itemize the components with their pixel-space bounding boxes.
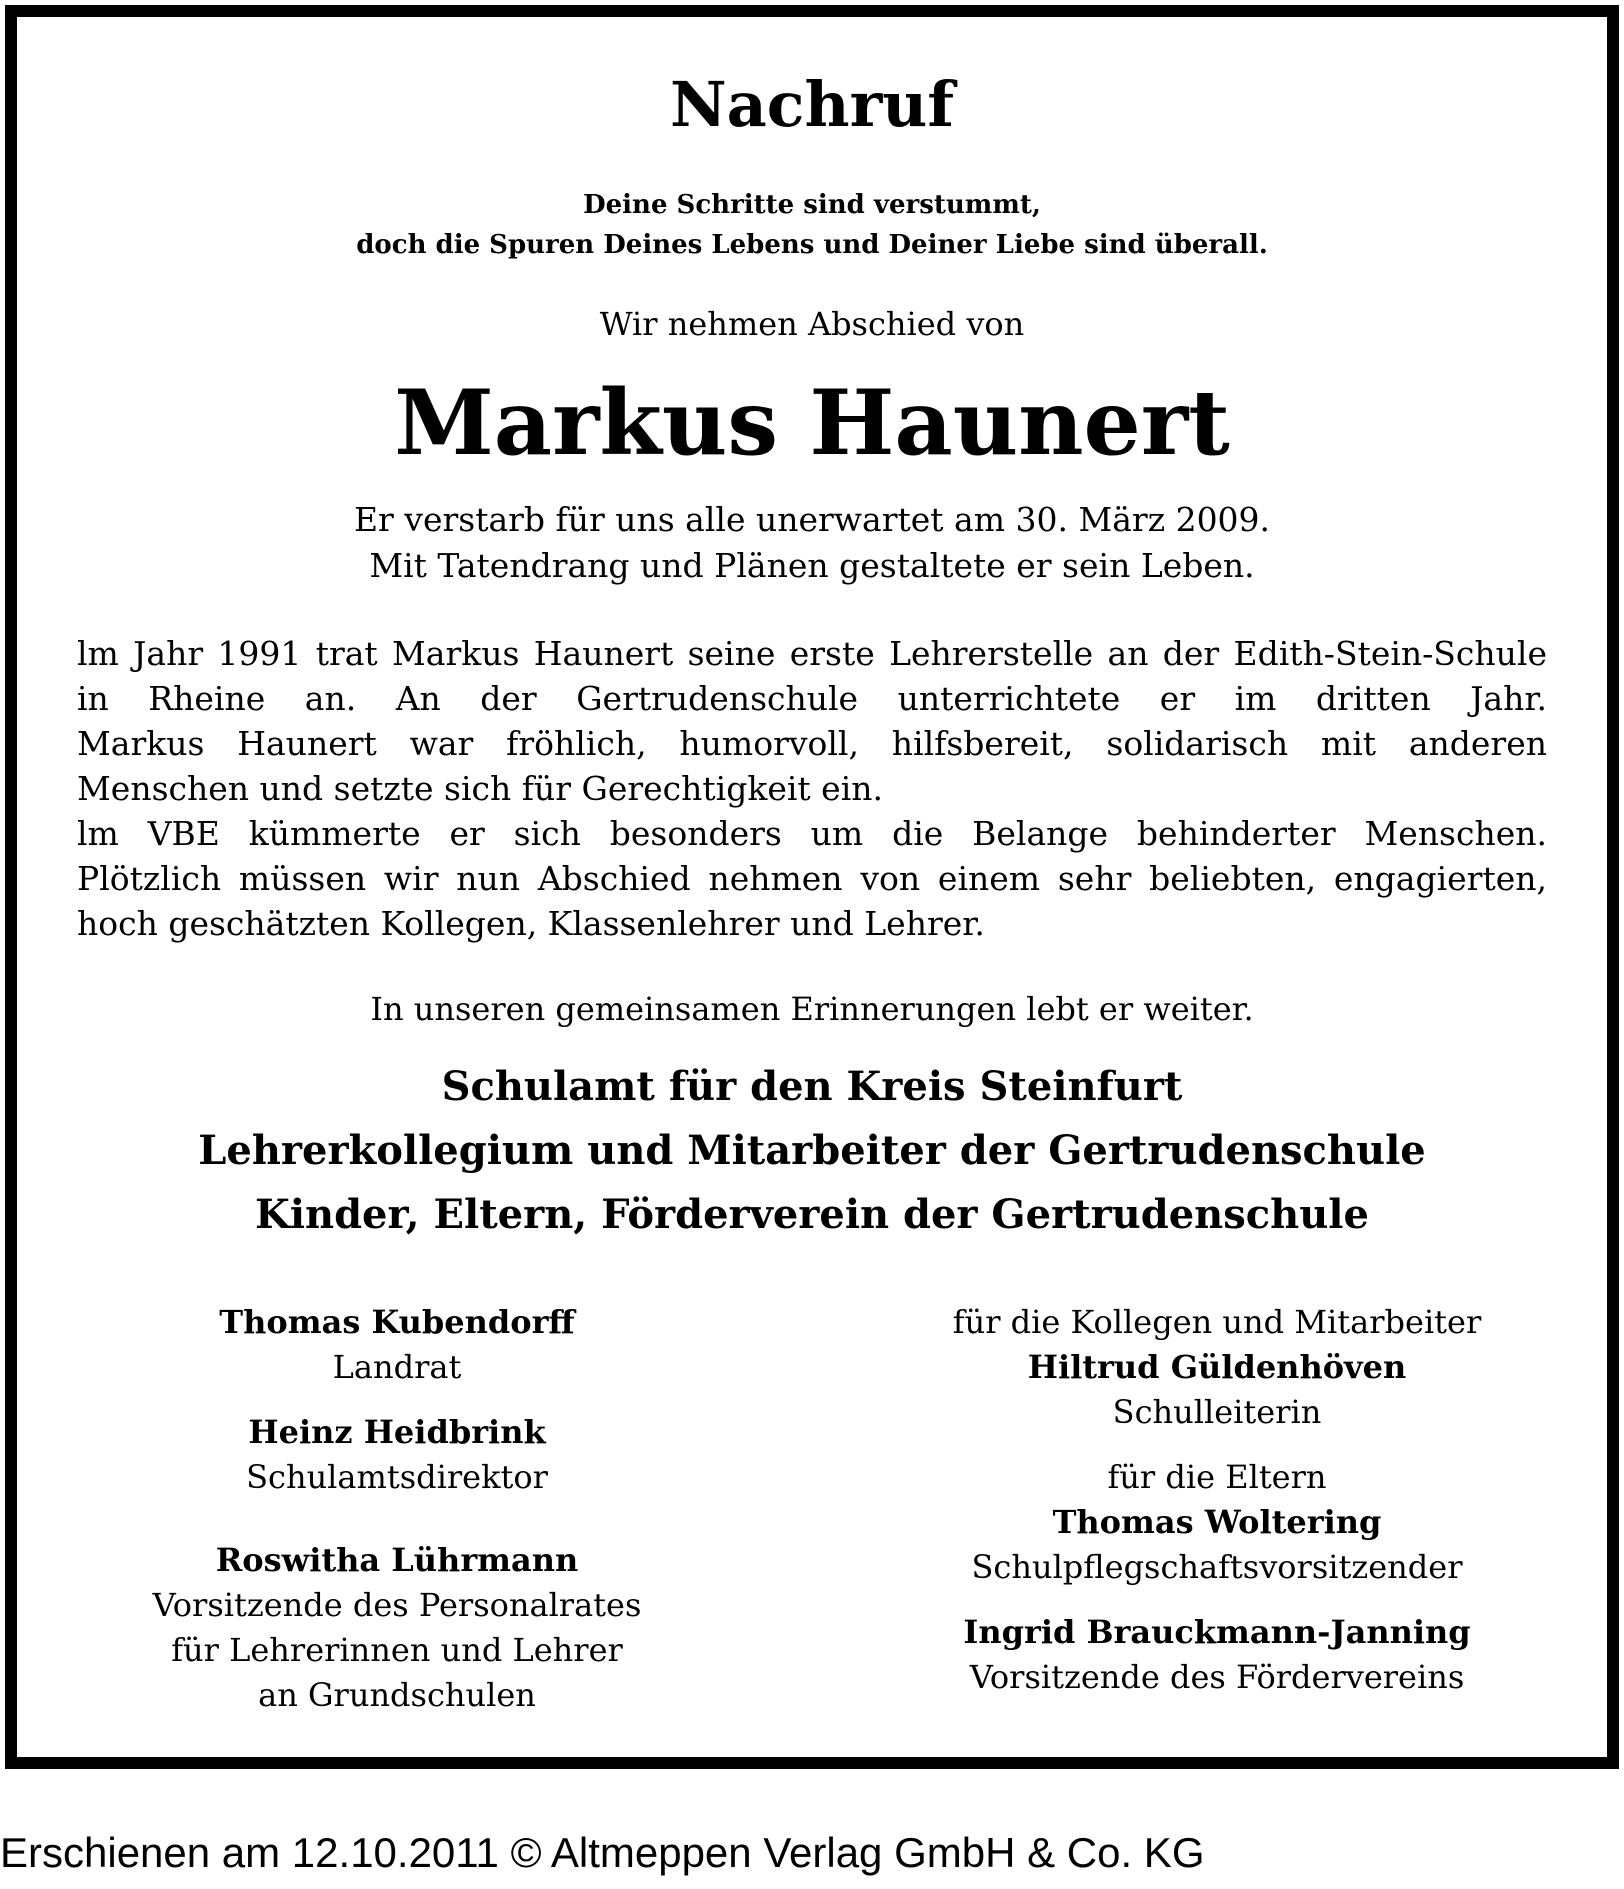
signatory-for: für die Eltern — [1107, 1458, 1327, 1496]
sender-line: Kinder, Eltern, Förderverein der Gertrudenschule — [255, 1191, 1369, 1238]
signatory-role: für Lehrerinnen und Lehrer — [171, 1631, 623, 1669]
signatory-role: an Grundschulen — [258, 1676, 536, 1714]
obituary-title: Nachruf — [669, 68, 955, 141]
signatory-role: Vorsitzende des Personalrates — [152, 1586, 642, 1624]
death-line: Mit Tatendrang und Plänen gestaltete er sein Leben. — [369, 546, 1255, 585]
signatories-left — [87, 1300, 707, 1718]
motto — [17, 185, 1607, 265]
signatory-name: Thomas Kubendorff — [219, 1303, 575, 1341]
motto-line: doch die Spuren Deines Lebens und Deiner Liebe sind überall. — [356, 230, 1268, 260]
death-statement — [17, 497, 1607, 589]
signatory-role: Schulamtsdirektor — [246, 1458, 548, 1496]
motto-line: Deine Schritte sind verstummt, — [583, 190, 1041, 220]
bio-line: in Rheine an. An der Gertrudenschule unterrichtete er im dritten Jahr. — [77, 679, 1547, 718]
obituary-frame — [5, 5, 1619, 1769]
biography — [77, 631, 1547, 946]
bio-line: Plötzlich müssen wir nun Abschied nehmen von einem sehr beliebten, engagierten, — [77, 859, 1547, 898]
signatory-name: Heinz Heidbrink — [248, 1413, 546, 1451]
bio-line: lm Jahr 1991 trat Markus Haunert seine erste Lehrerstelle an der Edith-Stein-Schule — [77, 634, 1547, 673]
sender-line: Lehrerkollegium und Mitarbeiter der Gertrudenschule — [198, 1127, 1426, 1174]
bio-line: lm VBE kümmerte er sich besonders um die Belange behinderter Menschen. — [77, 814, 1547, 853]
signatory-role: Vorsitzende des Fördervereins — [969, 1658, 1465, 1696]
senders — [17, 1055, 1607, 1247]
bio-line: Menschen und setzte sich für Gerechtigkeit ein. — [77, 769, 884, 808]
signatory-for: für die Kollegen und Mitarbeiter — [952, 1303, 1482, 1341]
publication-credit: Erschienen am 12.10.2011 © Altmeppen Verlag GmbH & Co. KG — [0, 1829, 1205, 1876]
bio-line: hoch geschätzten Kollegen, Klassenlehrer und Lehrer. — [77, 904, 985, 943]
bio-line: Markus Haunert war fröhlich, humorvoll, hilfsbereit, solidarisch mit anderen — [77, 724, 1547, 763]
signatory-name: Roswitha Lührmann — [215, 1541, 579, 1579]
deceased-name: Markus Haunert — [394, 370, 1230, 476]
death-line: Er verstarb für uns alle unerwartet am 30. März 2009. — [353, 500, 1271, 539]
intro-text: Wir nehmen Abschied von — [599, 305, 1025, 343]
signatory-name: Ingrid Brauckmann-Janning — [963, 1613, 1471, 1651]
signatory-role: Landrat — [332, 1348, 462, 1386]
signatory-role: Schulleiterin — [1112, 1393, 1322, 1431]
closing-line: In unseren gemeinsamen Erinnerungen lebt er weiter. — [370, 990, 1254, 1028]
signatory-name: Hiltrud Güldenhöven — [1027, 1348, 1407, 1386]
signatories-right — [867, 1300, 1567, 1700]
signatory-name: Thomas Woltering — [1052, 1503, 1382, 1541]
signatory-role: Schulpflegschaftsvorsitzender — [971, 1548, 1463, 1586]
sender-line: Schulamt für den Kreis Steinfurt — [441, 1063, 1183, 1110]
obituary-content — [17, 17, 1607, 1757]
